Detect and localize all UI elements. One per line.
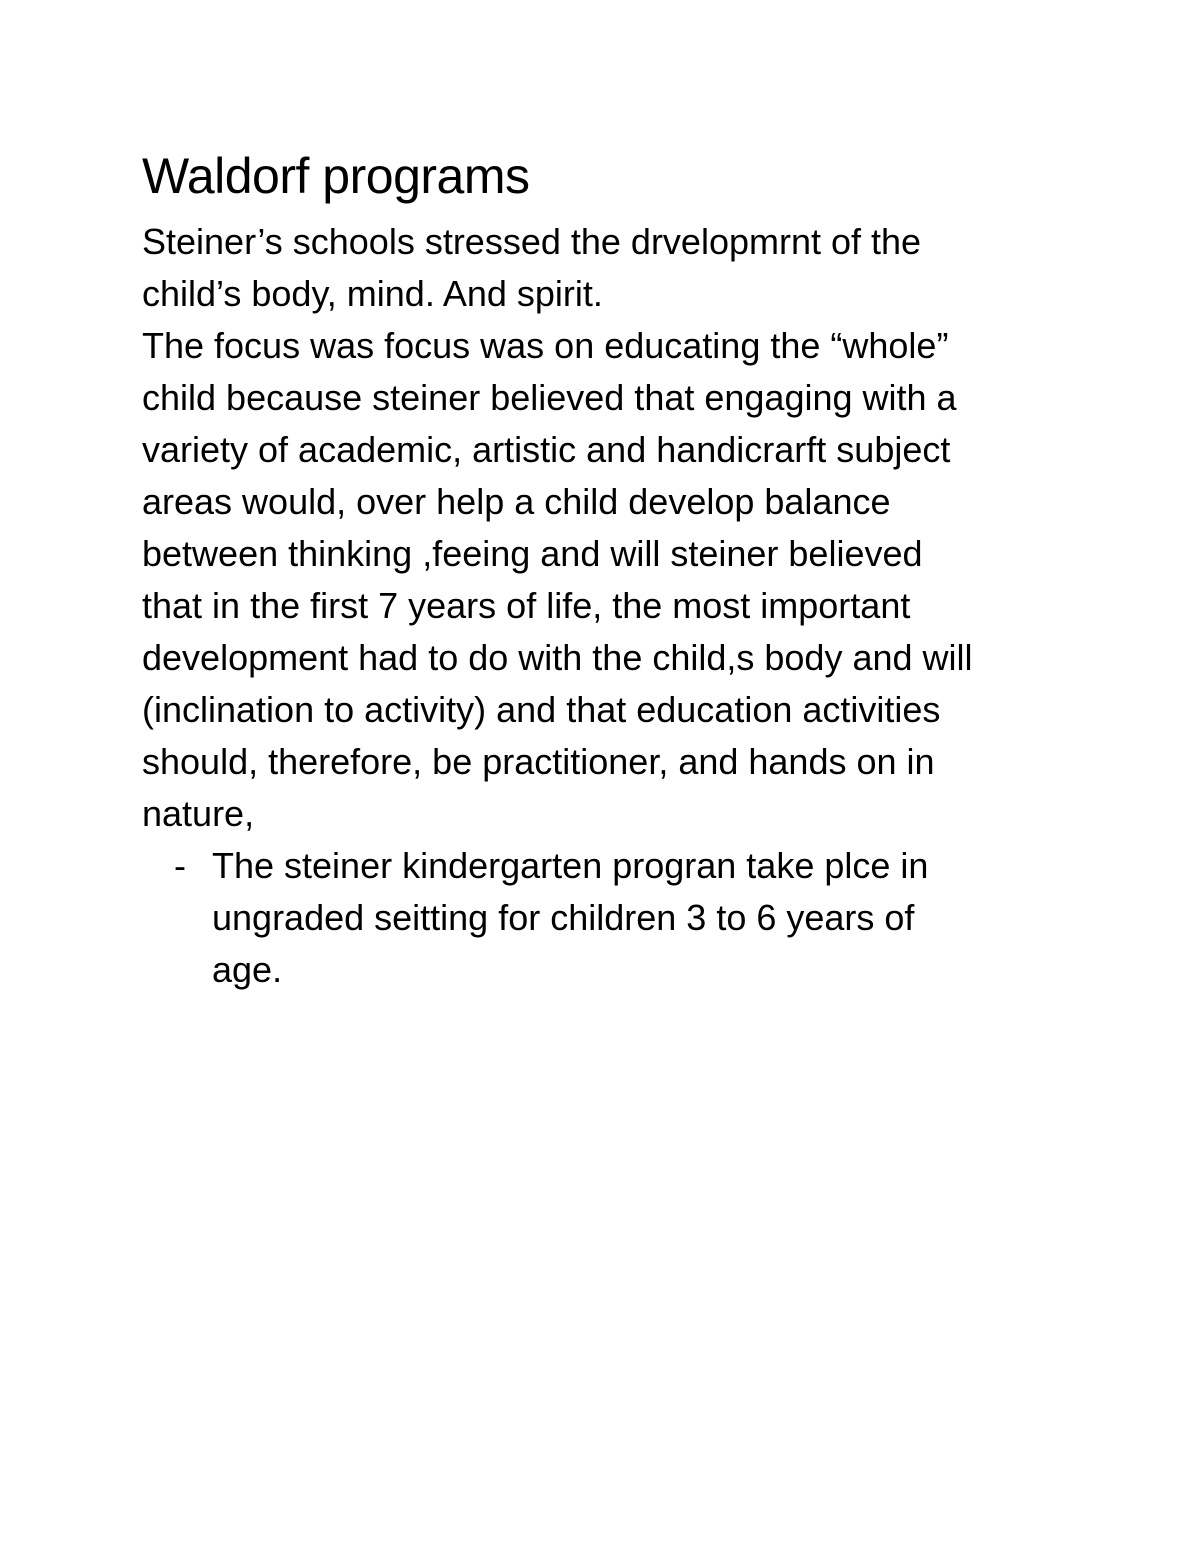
bullet-line: age. bbox=[212, 949, 283, 990]
paragraph-line: Steiner’s schools stressed the drvelopmrnt of the bbox=[142, 221, 922, 262]
paragraph-line: nature, bbox=[142, 793, 255, 834]
bullet-line: ungraded seitting for children 3 to 6 years of bbox=[212, 897, 915, 938]
bullet-line: The steiner kindergarten progran take plce in bbox=[212, 845, 929, 886]
paragraph-line: (inclination to activity) and that education activities bbox=[142, 689, 941, 730]
paragraph-line: child because steiner believed that engaging with a bbox=[142, 377, 957, 418]
document-title: Waldorf programs bbox=[142, 148, 530, 204]
paragraph-line: The focus was focus was on educating the “whole” bbox=[142, 325, 949, 366]
paragraph-line: variety of academic, artistic and handicrarft subject bbox=[142, 429, 951, 470]
bullet-marker: - bbox=[174, 845, 186, 886]
paragraph-line: between thinking ,feeing and will steiner believed bbox=[142, 533, 923, 574]
paragraph-line: child’s body, mind. And spirit. bbox=[142, 273, 603, 314]
paragraph-line: development had to do with the child,s body and will bbox=[142, 637, 973, 678]
paragraph-line: areas would, over help a child develop balance bbox=[142, 481, 891, 522]
paragraph-line: should, therefore, be practitioner, and hands on in bbox=[142, 741, 935, 782]
paragraph-line: that in the first 7 years of life, the most important bbox=[142, 585, 911, 626]
